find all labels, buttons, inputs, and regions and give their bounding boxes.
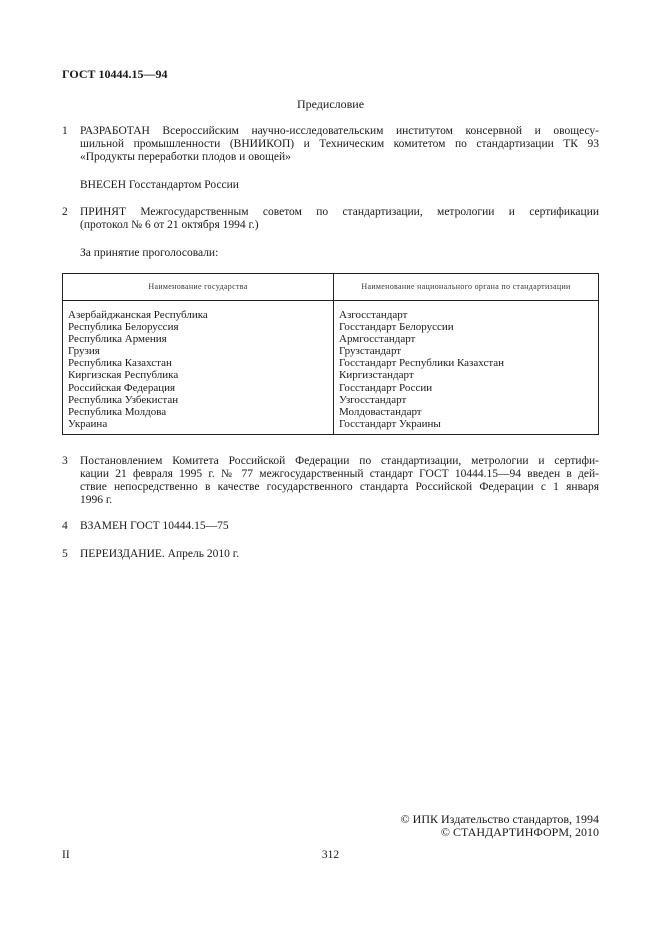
body-name: Госстандарт Украины [339,417,441,430]
body-name: Госстандарт Белоруссии [339,321,454,334]
item-3-line-1: Постановлением Комитета Российской Федерации по стандартизации, метрологии и сертифи- [80,455,599,467]
state-name: Республика Белоруссия [68,321,179,334]
item-1 [62,125,599,164]
item-3-line-4: 1996 г. [80,494,113,506]
copyright-line-1: © ИПК Издательство стандартов, 1994 [400,812,599,826]
item-number: 2 [62,206,68,218]
state-name: Республика Узбекистан [68,393,179,406]
item-number: 3 [62,455,68,467]
bodies-column [334,301,599,435]
state-name: Республика Молдова [68,405,167,418]
voting-table [62,273,599,435]
item-4 [62,520,599,533]
body-name: Грузстандарт [339,345,402,358]
state-name: Российская Федерация [68,381,176,394]
body-name: Узгосстандарт [339,393,407,406]
introduced-by: ВНЕСЕН Госстандартом России [80,179,239,191]
voted-label: За принятие проголосовали: [80,247,219,259]
state-name: Республика Армения [68,333,167,346]
state-name: Республика Казахстан [68,357,172,370]
body-name: Молдовастандарт [339,405,422,418]
page-number: 312 [321,849,340,861]
item-3-line-2: кации 21 февраля 1995 г. № 77 межгосударственный стандарт ГОСТ 10444.15—94 введен в дей- [80,468,599,480]
body-name: Азгосстандарт [339,309,408,321]
item-1-line-1: РАЗРАБОТАН Всероссийским научно-исследовательским институтом консервной и овощесу- [80,125,599,137]
item-3-line-3: ствие непосредственно в качестве государственного стандарта Российской Федерации с 1 января [80,481,599,493]
item-2-line-1: ПРИНЯТ Межгосударственным советом по стандартизации, метрологии и сертификации [80,206,599,218]
item-4-text: ВЗАМЕН ГОСТ 10444.15—75 [80,520,229,532]
column-header-body: Наименование национального органа по стандартизации [334,274,599,301]
states-column [63,301,334,435]
state-name: Грузия [68,345,100,358]
item-number: 5 [62,548,68,560]
item-number: 4 [62,520,68,532]
item-5-text: ПЕРЕИЗДАНИЕ. Апрель 2010 г. [80,548,239,560]
column-header-state: Наименование государства [63,274,334,301]
copyright-line-2: © СТАНДАРТИНФОРМ, 2010 [440,825,599,839]
item-number: 1 [62,125,68,137]
item-1-line-3: «Продукты переработки плодов и овощей» [80,151,291,163]
item-3 [62,455,599,507]
body-name: Госстандарт России [339,381,433,394]
item-5 [62,548,599,561]
body-name: Армгосстандарт [339,333,416,346]
state-name: Киргизская Республика [68,369,179,382]
state-name: Украина [68,417,108,430]
item-2-line-2: (протокол № 6 от 21 октября 1994 г.) [80,219,259,231]
section-title: Предисловие [296,97,365,111]
item-1-line-2: шильной промышленности (ВНИИКОП) и Техническим комитетом по стандартизации ТК 93 [80,138,599,150]
table-row [63,301,599,435]
document-code: ГОСТ 10444.15—94 [62,67,168,81]
body-name: Киргизстандарт [339,369,414,382]
state-name: Азербайджанская Республика [68,309,208,321]
body-name: Госстандарт Республики Казахстан [339,357,505,370]
page-roman-numeral: II [62,849,70,861]
item-2 [62,206,599,232]
